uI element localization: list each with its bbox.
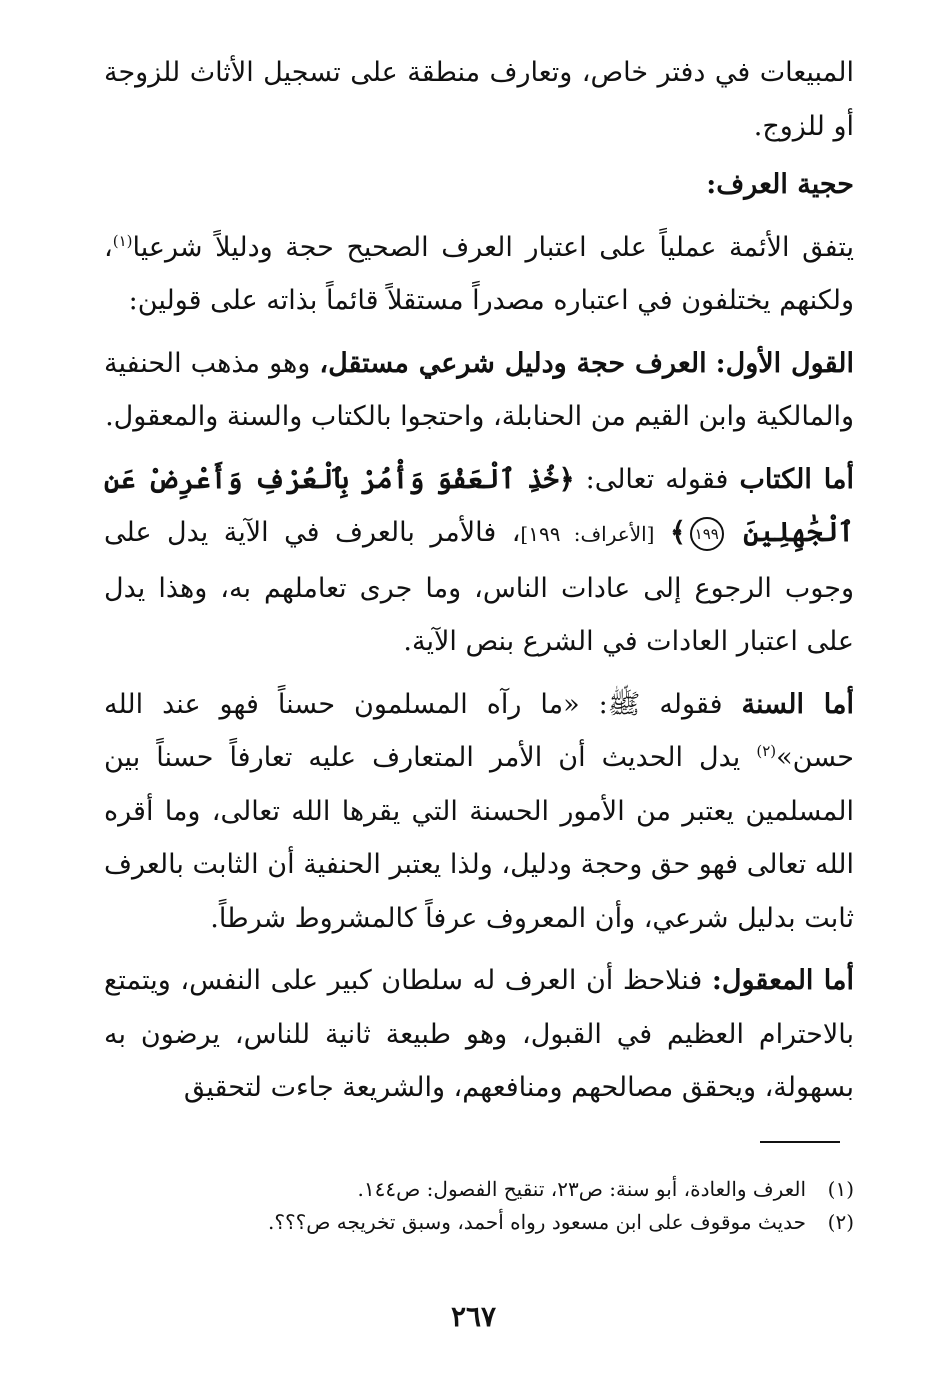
main-text [104, 46, 854, 1115]
ayah-number-marker: ١٩٩ [690, 517, 724, 551]
paragraph-text: ، ولكنهم يختلفون في اعتباره مصدراً مستقلاً قائماً بذاته على قولين: [104, 231, 854, 316]
verse-bracket-open: ﴿ [558, 463, 575, 495]
paragraph-continuation [104, 46, 854, 153]
reason-label: أما المعقول: [711, 965, 854, 996]
section-heading [104, 158, 854, 212]
footnote-number: (١) [827, 1177, 854, 1201]
footnote-text: حديث موقوف على ابن مسعود رواه أحمد، وسبق تخريجه ص؟؟؟. [268, 1210, 806, 1234]
verse-reference: [الأعراف: ١٩٩] [520, 522, 655, 546]
page-number: ٢٦٧ [450, 1300, 497, 1333]
section-heading-text: حجية العرف: [706, 169, 854, 200]
footnote-ref-2[interactable]: (٢) [756, 742, 777, 760]
footnote-item [104, 1173, 854, 1206]
quran-verse: خُذِ ٱلْعَفْوَ وَأْمُرْ بِٱلْعُرْفِ وَأَعْرِضْ عَنِ ٱلْجَٰهِلِينَ [104, 463, 854, 548]
opinion-statement: العرف حجة ودليل شرعي مستقل، [319, 347, 707, 379]
sunnah-label: أما السنة [741, 688, 854, 720]
footnote-ref-1[interactable]: (١) [112, 231, 133, 250]
paragraph-sunnah [104, 678, 854, 946]
paragraph-text: ، فالأمر بالعرف في الآية يدل على وجوب الرجوع إلى عادات الناس، وما جرى تعاملهم به، وهذا يدل على اعتبار العادات في الشرع بنص الآية. [104, 517, 854, 657]
quran-label: أما الكتاب [739, 463, 854, 495]
verse-bracket-close: ﴾ [669, 517, 686, 548]
opinion-label: القول الأول: [715, 347, 854, 379]
paragraph-reason [104, 954, 854, 1115]
footnote-text: العرف والعادة، أبو سنة: ص٢٣، تنقيح الفصول: ص١٤٤. [357, 1177, 806, 1201]
footnotes [104, 1173, 854, 1239]
paragraph-text: يتفق الأئمة عملياً على اعتبار العرف الصحيح حجة ودليلاً شرعيا [132, 231, 854, 263]
paragraph-text: وهو مذهب الحنفية والمالكية وابن القيم من الحنابلة، واحتجوا بالكتاب والسنة والمعقول. [104, 347, 854, 432]
footnote-divider [760, 1141, 840, 1143]
paragraph-consensus [104, 221, 854, 328]
paragraph-text: فنلاحظ أن العرف له سلطان كبير على النفس، ويتمتع بالاحترام العظيم في القبول، وهو طبيعة ثانية للناس، يرضون به بسهولة، ويحقق مصالحهم ومنافعهم، والشريعة جاءت لتحقيق [104, 965, 854, 1103]
paragraph-text: المبيعات في دفتر خاص، وتعارف منطقة على تسجيل الأثاث للزوجة أو للزوج. [104, 57, 854, 142]
paragraph-text: يدل الحديث أن الأمر المتعارف عليه تعارفاً حسناً بين المسلمين يعتبر من الأمور الحسنة التي يقرها الله تعالى، وما أقره الله تعالى فهو حق وحجة ودليل، ولذا يعتبر الحنفية أن الثابت بالعرف ثابت بدليل شرعي، وأن المعروف عرفاً كالمشروط شرطاً. [104, 742, 854, 934]
footnote-number: (٢) [827, 1210, 854, 1234]
footnote-item [104, 1206, 854, 1239]
paragraph-text: فقوله تعالى: [585, 463, 729, 495]
hadith-text: فقوله ﷺ: «ما رآه المسلمون حسناً فهو عند الله حسن» [104, 688, 854, 773]
paragraph-quran [104, 453, 854, 669]
paragraph-first-opinion [104, 337, 854, 444]
